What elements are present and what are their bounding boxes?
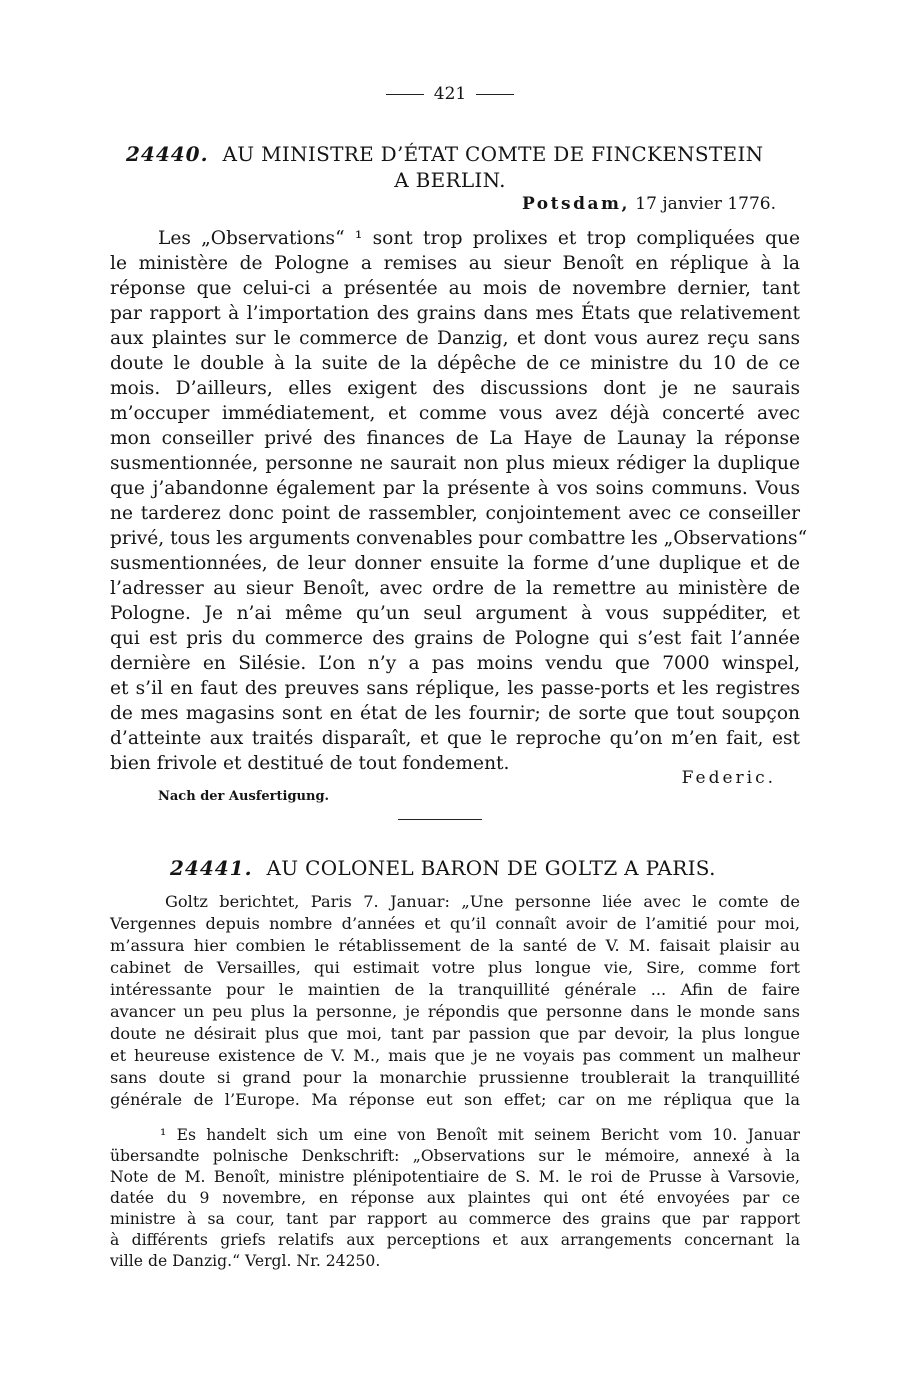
text-line: avancer un peu plus la personne, je répondis que personne dans le monde sans [110, 1002, 800, 1021]
text-line: réponse que celui-ci a présentée au mois de novembre dernier, tant [110, 278, 800, 299]
text-line: ne tarderez donc point de rassembler, conjointement avec ce conseiller [110, 503, 800, 524]
letter1-place: Potsdam, [521, 194, 630, 214]
footnote-line: ville de Danzig.“ Vergl. Nr. 24250. [110, 1252, 381, 1270]
text-line: cabinet de Versailles, qui estimait votre plus longue vie, Sire, comme fort [110, 958, 800, 977]
text-line: l’adresser au sieur Benoît, avec ordre de la remettre au ministère de [110, 578, 800, 599]
text-line: de mes magasins sont en état de les fournir; de sorte que tout soupçon [110, 703, 800, 724]
footnote-line: übersandte polnische Denkschrift: „Observations sur le mémoire, annexé à la [110, 1147, 800, 1165]
text-line: mon conseiller privé des finances de La Haye de Launay la réponse [110, 428, 800, 449]
text-line: Vergennes depuis nombre d’années et qu’il connaît avoir de l’amitié pour moi, [110, 914, 800, 933]
letter1-number: 24440. [126, 142, 209, 166]
section-separator [398, 819, 482, 820]
text-line: doute ne désirait plus que moi, tant par passion que par devoir, la plus longue [110, 1024, 800, 1043]
letter1-heading [126, 142, 763, 166]
letter2-heading-text: AU COLONEL BARON DE GOLTZ A PARIS. [266, 856, 716, 880]
text-line: bien frivole et destitué de tout fondement. [110, 753, 510, 774]
letter2-heading [170, 856, 716, 880]
text-line: aux plaintes sur le commerce de Danzig, et dont vous aurez reçu sans [110, 328, 800, 349]
footnote-line: à différents griefs relatifs aux perceptions et aux arrangements concernant la [110, 1231, 800, 1249]
page-number-row [0, 84, 900, 104]
text-line: le ministère de Pologne a remises au sieur Benoît en réplique à la [110, 253, 800, 274]
text-line: intéressante pour le maintien de la tranquillité générale ... Afin de faire [110, 980, 800, 999]
text-line: Les „Observations“ ¹ sont trop prolixes et trop compliquées que [158, 228, 800, 249]
text-line: m’assura hier combien le rétablissement de la santé de V. M. faisait plaisir au [110, 936, 800, 955]
signature: Federic. [681, 768, 776, 788]
letter1-heading-line1: AU MINISTRE D’ÉTAT COMTE DE FINCKENSTEIN [222, 142, 764, 166]
text-line: et heureuse existence de V. M., mais que je ne voyais pas comment un malheur [110, 1046, 800, 1065]
text-line: privé, tous les arguments convenables pour combattre les „Observations“ [110, 528, 808, 549]
text-line: doute le double à la suite de la dépêche de ce ministre du 10 de ce [110, 353, 800, 374]
page-number-rule-left [386, 94, 424, 95]
text-line: m’occuper immédiatement, et comme vous avez déjà concerté avec [110, 403, 800, 424]
source-note: Nach der Ausfertigung. [158, 789, 330, 804]
text-line: susmentionnée, personne ne saurait non plus mieux rédiger la duplique [110, 453, 800, 474]
text-line: que j’abandonne également par la présente à vos soins communs. Vous [110, 478, 800, 499]
page-number-rule-right [476, 94, 514, 95]
text-line: par rapport à l’importation des grains dans mes États que relativement [110, 303, 800, 324]
footnote-line: datée du 9 novembre, en réponse aux plaintes qui ont été envoyées par ce [110, 1189, 800, 1207]
letter1-heading-line2: A BERLIN. [394, 168, 506, 192]
text-line: mois. D’ailleurs, elles exigent des discussions dont je ne saurais [110, 378, 800, 399]
text-line: sans doute si grand pour la monarchie prussienne troublerait la tranquillité [110, 1068, 800, 1087]
text-line: Pologne. Je n’ai même qu’un seul argument à vous suppéditer, et [110, 603, 800, 624]
text-line: et s’il en faut des preuves sans réplique, les passe-ports et les registres [110, 678, 800, 699]
text-line: susmentionnées, de leur donner ensuite la forme d’une duplique et de [110, 553, 800, 574]
footnote-line: ¹ Es handelt sich um eine von Benoît mit seinem Bericht vom 10. Januar [160, 1126, 800, 1144]
text-line: dernière en Silésie. L’on n’y a pas moins vendu que 7000 winspel, [110, 653, 800, 674]
footnote-line: ministre à sa cour, tant par rapport au commerce des grains que par rapport [110, 1210, 800, 1228]
text-line: qui est pris du commerce des grains de Pologne qui s’est fait l’année [110, 628, 800, 649]
page-number: 421 [433, 84, 467, 104]
text-line: générale de l’Europe. Ma réponse eut son effet; car on me répliqua que la [110, 1090, 800, 1109]
letter1-date: 17 janvier 1776. [635, 194, 776, 214]
text-line: d’atteinte aux traités disparaît, et que le reproche qu’on m’en fait, est [110, 728, 800, 749]
footnote-line: Note de M. Benoît, ministre plénipotentiaire de S. M. le roi de Prusse à Varsovie, [110, 1168, 800, 1186]
text-line: Goltz berichtet, Paris 7. Januar: „Une personne liée avec le comte de [165, 892, 800, 911]
letter1-dateline [522, 194, 776, 214]
letter2-number: 24441. [170, 856, 253, 880]
